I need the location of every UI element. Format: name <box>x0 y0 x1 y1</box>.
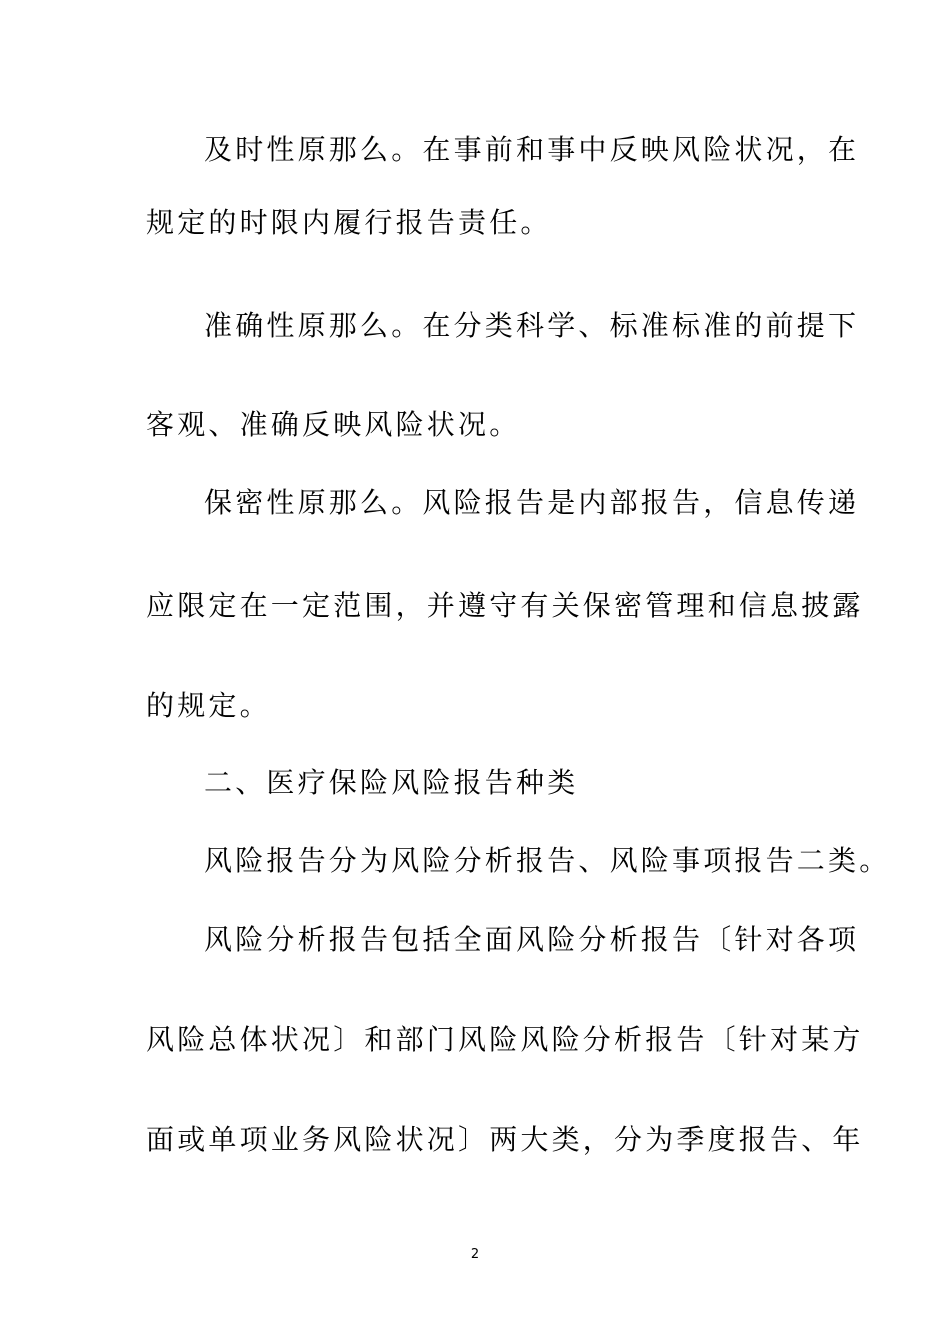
text-line: 规定的时限内履行报告责任。 <box>146 206 552 239</box>
text-line: 的规定。 <box>146 689 271 722</box>
page-number: 2 <box>470 1247 480 1262</box>
text-line: 风险报告分为风险分析报告、风险事项报告二类。 <box>204 844 891 877</box>
section-heading: 二、医疗保险风险报告种类 <box>204 766 579 799</box>
text-line: 应限定在一定范围，并遵守有关保密管理和信息披露 <box>146 589 864 622</box>
text-line: 风险总体状况〕和部门风险风险分析报告〔针对某方 <box>146 1023 864 1056</box>
text-line: 准确性原那么。在分类科学、标准标准的前提下 <box>204 309 860 342</box>
text-line: 客观、准确反映风险状况。 <box>146 408 521 441</box>
text-line: 保密性原那么。风险报告是内部报告，信息传递 <box>204 486 860 519</box>
text-line: 及时性原那么。在事前和事中反映风险状况，在 <box>204 133 860 166</box>
text-line: 风险分析报告包括全面风险分析报告〔针对各项 <box>204 923 860 956</box>
text-line: 面或单项业务风险状况〕两大类，分为季度报告、年 <box>146 1123 864 1156</box>
